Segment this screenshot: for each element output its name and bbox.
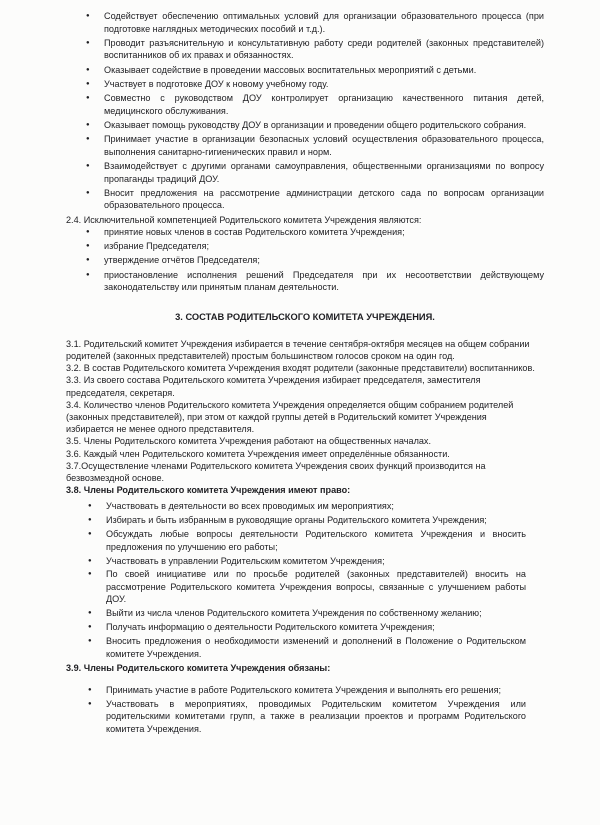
list-item: ● Принимает участие в организации безопасных условий осуществления образовательного процесса, выполнения санитарно-гигиенических правил и норм. [104,133,544,158]
list-item: ● Обсуждать любые вопросы деятельности Родительского комитета Учреждения и вносить предложения по улучшению его работы; [106,528,526,553]
paragraph-3-8-list [0,500,600,660]
section-2-bullet-list [0,10,600,212]
paragraph-3-9: 3.9. Члены Родительского комитета Учреждения обязаны: [66,662,331,673]
list-item: ● По своей инициативе или по просьбе родителей (законных представителей) вносить на рассмотрение Родительского комитета Учреждения вопросы, связанные с улучшением работы ДОУ. [106,568,526,606]
paragraph-3-2: 3.2. В состав Родительского комитета Учреждения входят родители (законные представители) воспитанников. [66,363,535,374]
list-item: ● Участвовать в мероприятиях, проводимых Родительским комитетом Учреждения или родительскими комитетами групп, а также в реализации проектов и программ Родительского комитета Учреждения. [106,698,526,736]
list-item: ● приостановление исполнения решений Председателя при их несоответствии действующему законодательству или принятым планам деятельности. [104,269,544,294]
list-item: ● Участвовать в управлении Родительским комитетом Учреждения; [106,555,526,568]
list-item: ● Избирать и быть избранным в руководящие органы Родительского комитета Учреждения; [106,514,526,527]
list-item: ● избрание Председателя; [104,240,544,253]
list-item: ● Взаимодействует с другими органами самоуправления, общественными организациями по вопросу пропаганды традиций ДОУ. [104,160,544,185]
list-item: ● Оказывает помощь руководству ДОУ в организации и проведении общего родительского собрания. [104,119,544,132]
paragraph-3-1: 3.1. Родительский комитет Учреждения избирается в течение сентября-октября месяцев на общем собрании родителей (законных представителей) простым большинством голосов сроком на один год. [66,338,530,361]
list-item: ● Принимать участие в работе Родительского комитета Учреждения и выполнять его решения; [106,684,526,697]
paragraph-3-5: 3.5. Члены Родительского комитета Учреждения работают на общественных началах. [66,436,432,447]
paragraph-2-4-list [0,226,600,294]
list-item: ● Вносить предложения о необходимости изменений и дополнений в Положение о Родительском комитете Учреждения. [106,635,526,660]
paragraph-3-3: 3.3. Из своего состава Родительского комитета Учреждения избирает председателя, заместителя председателя, секретаря. [66,375,481,398]
list-item: ● утверждение отчётов Председателя; [104,254,544,267]
section-3-heading: 3. СОСТАВ РОДИТЕЛЬСКОГО КОМИТЕТА УЧРЕЖДЕНИЯ. [175,311,435,322]
list-item: ● Совместно с руководством ДОУ контролирует организацию качественного питания детей, медицинского обслуживания. [104,92,544,117]
paragraph-3-8: 3.8. Члены Родительского комитета Учреждения имеют право: [66,485,351,496]
paragraph-3-6: 3.6. Каждый член Родительского комитета Учреждения имеет определённые обязанности. [66,448,450,459]
list-item: ● Содействует обеспечению оптимальных условий для организации образовательного процесса (при подготовке наглядных методических пособий и т.д.). [104,10,544,35]
list-item: ● Участвует в подготовке ДОУ к новому учебному году. [104,78,544,91]
list-item: ● Проводит разъяснительную и консультативную работу среди родителей (законных представителей) воспитанников об их правах и обязанностях. [104,37,544,62]
list-item: ● принятие новых членов в состав Родительского комитета Учреждения; [104,226,544,239]
list-item: ● Оказывает содействие в проведении массовых воспитательных мероприятий с детьми. [104,64,544,77]
list-item: ● Получать информацию о деятельности Родительского комитета Учреждения; [106,621,526,634]
list-item: ● Выйти из числа членов Родительского комитета Учреждения по собственному желанию; [106,607,526,620]
paragraph-2-4: 2.4. Исключительной компетенцией Родительского комитета Учреждения являются: [66,214,422,225]
paragraph-3-9-list [0,684,600,735]
paragraph-3-7: 3.7.Осуществление членами Родительского комитета Учреждения своих функций производится на безвозмездной основе. [66,460,486,483]
list-item: ● Вносит предложения на рассмотрение администрации детского сада по вопросам организации образовательного процесса. [104,187,544,212]
list-item: ● Участвовать в деятельности во всех проводимых им мероприятиях; [106,500,526,513]
paragraph-3-4: 3.4. Количество членов Родительского комитета Учреждения определяется общим собранием родителей (законных представителей), при этом от каждой группы детей в Родительский комитет Учреждения избирается не менее одного представителя. [66,399,514,435]
